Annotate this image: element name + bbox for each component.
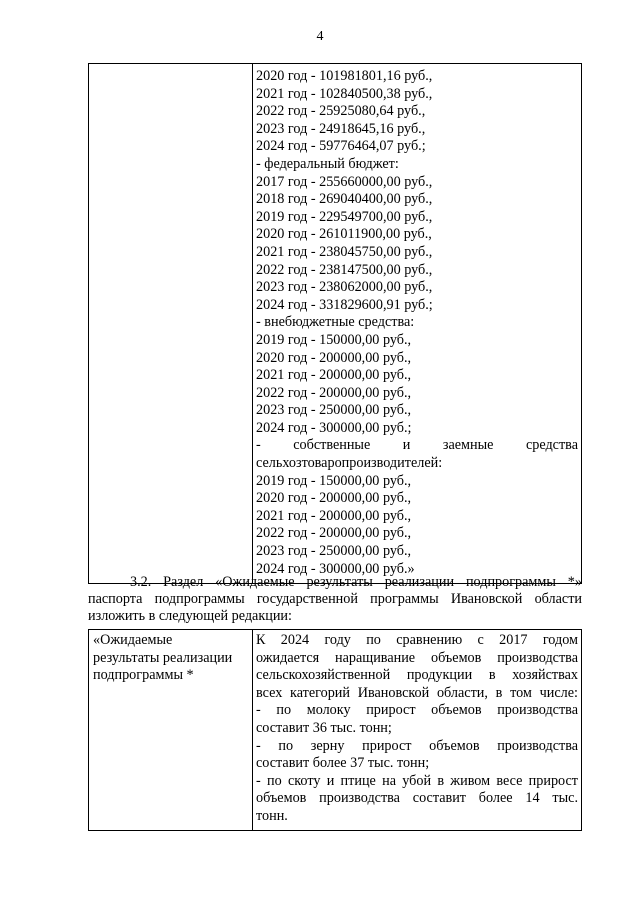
text-line: сельскохозяйственной продукции в хозяйствах xyxy=(256,667,578,684)
text-line: 2022 год - 238147500,00 руб., xyxy=(256,261,433,278)
text-line: составит 36 тыс. тонн; xyxy=(256,719,392,736)
text-line: тонн. xyxy=(256,807,288,824)
table-row xyxy=(89,64,582,584)
text-line: 2021 год - 200000,00 руб., xyxy=(256,507,412,524)
text-line: - собственные и заемные средства xyxy=(256,437,578,454)
text-line: 2022 год - 200000,00 руб., xyxy=(256,525,412,542)
text-line: 2024 год - 300000,00 руб.» xyxy=(256,560,415,577)
text-line: 2020 год - 200000,00 руб., xyxy=(256,490,412,507)
table-cell-funding xyxy=(253,64,582,584)
text-line: 2022 год - 25925080,64 руб., xyxy=(256,103,426,120)
text-line: 2023 год - 250000,00 руб., xyxy=(256,402,412,419)
text-line: подпрограммы * xyxy=(93,667,194,684)
text-line: 2021 год - 102840500,38 руб., xyxy=(256,85,433,102)
text-line: 2024 год - 59776464,07 руб.; xyxy=(256,138,426,155)
table-cell-empty xyxy=(89,64,253,584)
text-line: сельхозтоваропроизводителей: xyxy=(256,455,443,472)
text-line: - федеральный бюджет: xyxy=(256,155,399,172)
text-line: К 2024 году по сравнению с 2017 годом xyxy=(256,632,578,648)
table-row xyxy=(89,630,582,831)
table-cell-results xyxy=(253,630,582,831)
text-line: 2023 год - 238062000,00 руб., xyxy=(256,279,433,296)
page-number: 4 xyxy=(316,29,324,44)
text-line: 2017 год - 255660000,00 руб., xyxy=(256,173,433,190)
text-line: 2022 год - 200000,00 руб., xyxy=(256,384,412,401)
text-line: всех категорий Ивановской области, в том числе: xyxy=(256,684,578,701)
amendment-paragraph xyxy=(88,574,582,626)
text-line: объемов производства составит более 14 тыс. xyxy=(256,790,578,807)
text-line: 2019 год - 150000,00 руб., xyxy=(256,472,412,489)
text-line: 2020 год - 261011900,00 руб., xyxy=(256,226,432,243)
text-line: составит более 37 тыс. тонн; xyxy=(256,755,430,772)
text-line: 2019 год - 229549700,00 руб., xyxy=(256,208,433,225)
text-line: 2021 год - 238045750,00 руб., xyxy=(256,243,433,260)
text-line: результаты реализации xyxy=(93,649,233,666)
paragraph-line: паспорта подпрограммы государственной программы Ивановской области xyxy=(88,591,582,608)
text-line: 2019 год - 150000,00 руб., xyxy=(256,331,412,348)
paragraph-line: изложить в следующей редакции: xyxy=(88,608,292,625)
paragraph-line: 3.2. Раздел «Ожидаемые результаты реализации подпрограммы *» xyxy=(130,574,582,590)
text-line: - по зерну прирост объемов производства xyxy=(256,737,578,754)
expected-results-table xyxy=(88,629,582,831)
text-line: 2020 год - 200000,00 руб., xyxy=(256,349,412,366)
text-line: - по молоку прирост объемов производства xyxy=(256,702,578,719)
text-line: 2024 год - 331829600,91 руб.; xyxy=(256,296,433,313)
text-line: 2020 год - 101981801,16 руб., xyxy=(256,68,433,84)
text-line: - внебюджетные средства: xyxy=(256,314,415,331)
text-line: 2021 год - 200000,00 руб., xyxy=(256,367,412,384)
text-line: 2018 год - 269040400,00 руб., xyxy=(256,191,433,208)
text-line: - по скоту и птице на убой в живом весе прирост xyxy=(256,772,578,789)
funding-table xyxy=(88,63,582,584)
text-line: 2023 год - 24918645,16 руб., xyxy=(256,120,426,137)
text-line: 2024 год - 300000,00 руб.; xyxy=(256,419,412,436)
text-line: ожидается наращивание объемов производства xyxy=(256,649,578,666)
text-line: 2023 год - 250000,00 руб., xyxy=(256,543,412,560)
text-line: «Ожидаемые xyxy=(93,632,173,648)
table-cell-heading xyxy=(89,630,253,831)
